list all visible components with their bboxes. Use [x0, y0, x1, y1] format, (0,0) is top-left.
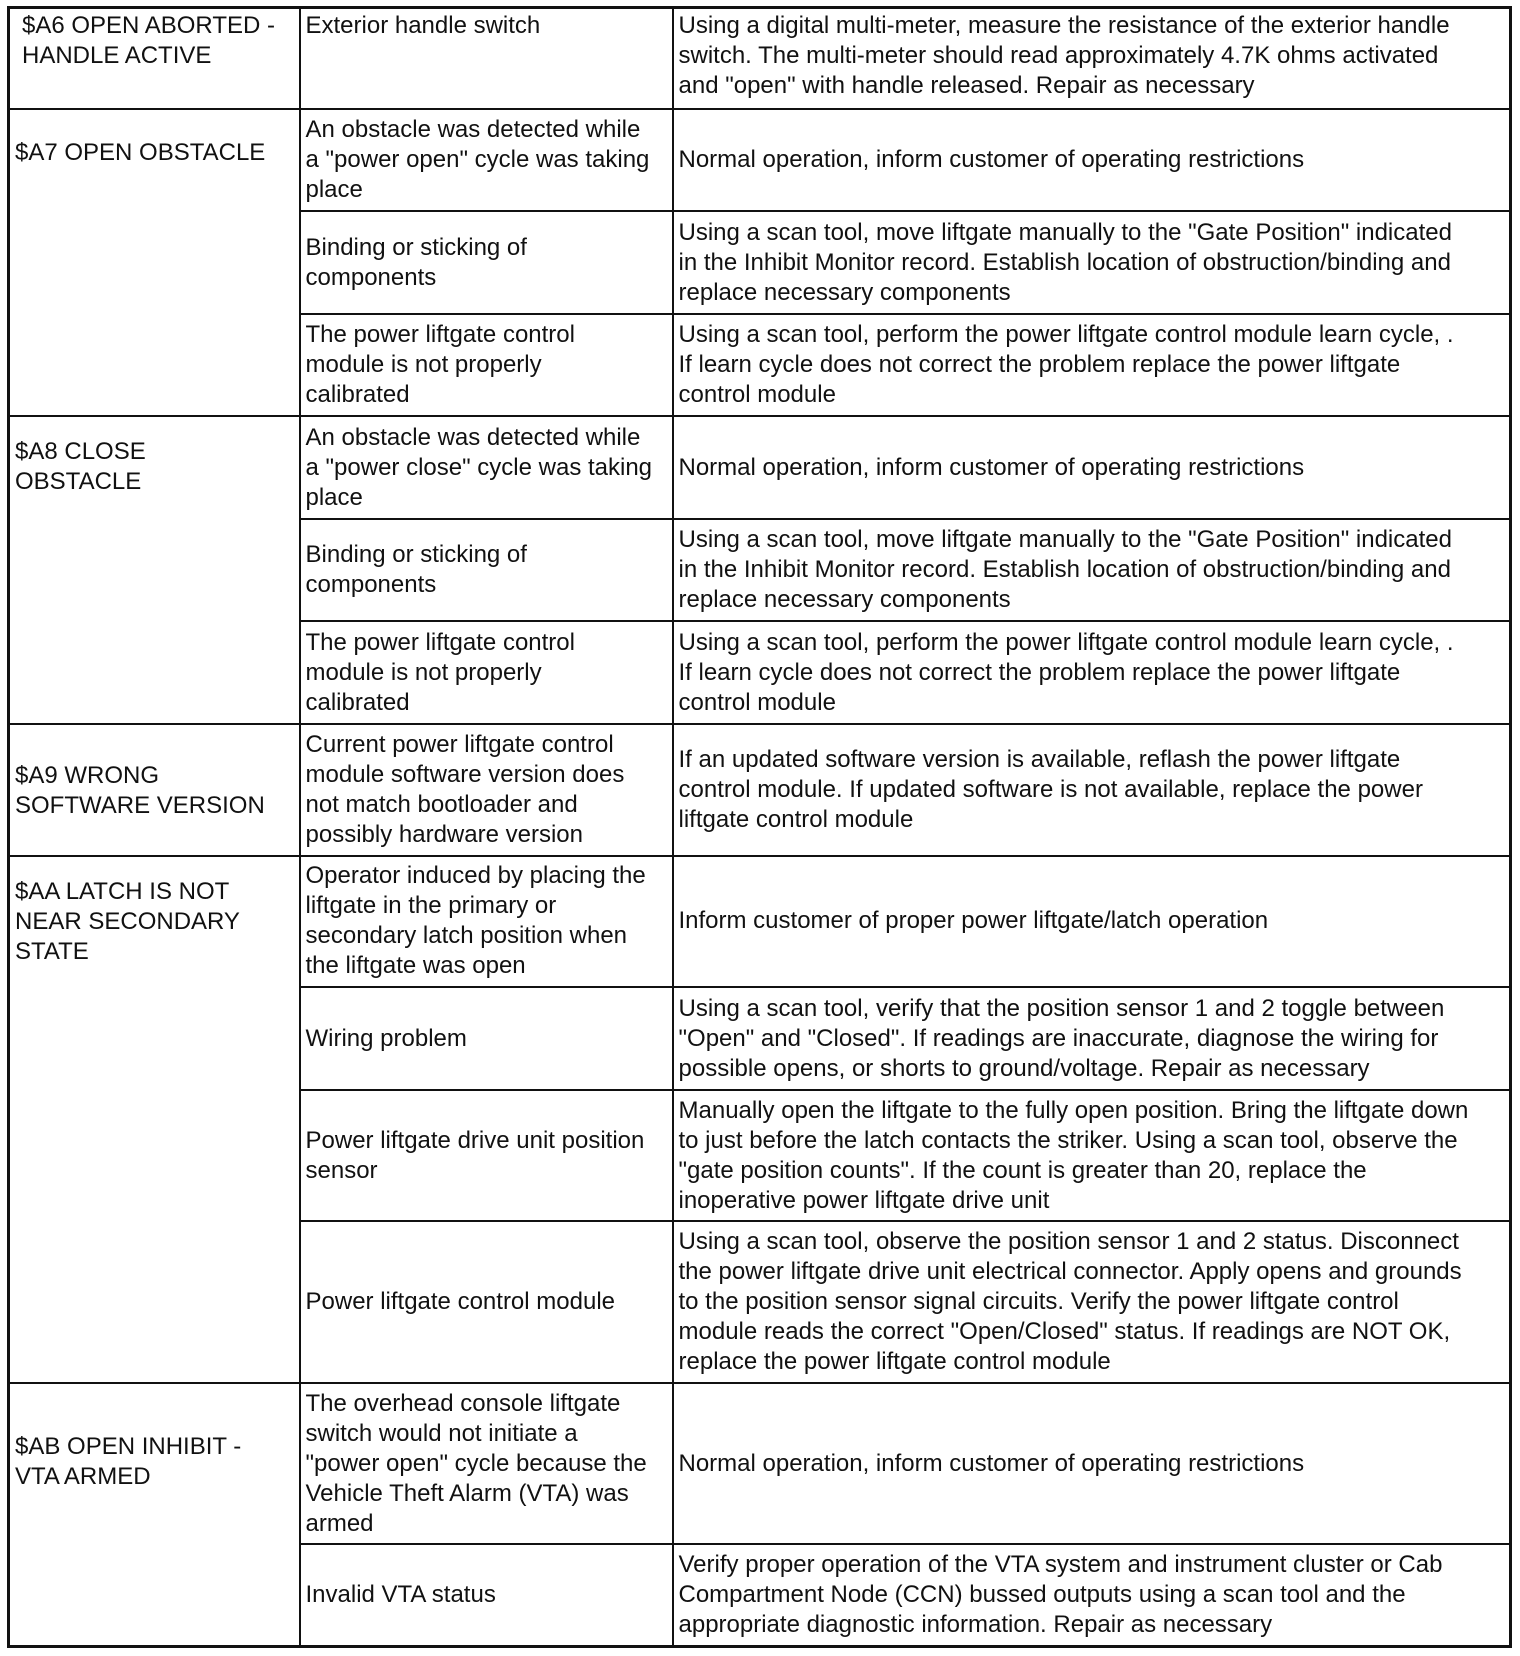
cause-cell — [300, 856, 673, 988]
action-text: Verify proper operation of the VTA system and instrument cluster or Cab Compartment Node (CCN) bussed outputs using a scan tool and the appropriate diagnostic information. Repair as necessary — [678, 1550, 1443, 1638]
cause-text: The power liftgate control module is not properly calibrated — [305, 321, 575, 409]
action-text: Normal operation, inform customer of operating restrictions — [678, 1449, 1305, 1477]
cause-cell — [300, 987, 673, 1090]
action-text: Using a digital multi-meter, measure the resistance of the exterior handle switch. The multi-meter should read approximately 4.7K ohms activated and "open" with handle released. Repair as necessary — [678, 12, 1450, 99]
dtc-code-cell — [9, 724, 300, 856]
cause-text: Binding or sticking of components — [305, 541, 527, 599]
action-text: Using a scan tool, perform the power liftgate control module learn cycle, . If learn cycle does not correct the problem replace the power liftgate control module — [678, 321, 1454, 409]
action-cell — [673, 1090, 1511, 1222]
action-text: Using a scan tool, move liftgate manually to the "Gate Position" indicated in the Inhibit Monitor record. Establish location of obstruction/binding and replace necessary components — [678, 218, 1452, 306]
cause-cell — [300, 109, 673, 212]
diagnostic-table — [7, 6, 1512, 1648]
action-cell — [673, 519, 1511, 622]
cause-text: An obstacle was detected while a "power open" cycle was taking place — [305, 116, 650, 204]
table-row — [9, 109, 1511, 212]
cause-text: An obstacle was detected while a "power close" cycle was taking place — [305, 423, 653, 511]
action-text: Inform customer of proper power liftgate/latch operation — [678, 907, 1269, 935]
cause-cell — [300, 724, 673, 856]
action-cell — [673, 856, 1511, 988]
action-text: Using a scan tool, perform the power liftgate control module learn cycle, . If learn cycle does not correct the problem replace the power liftgate control module — [678, 628, 1454, 716]
table-row — [9, 1383, 1511, 1544]
cause-cell — [300, 314, 673, 417]
action-text: Normal operation, inform customer of operating restrictions — [678, 453, 1305, 481]
cause-text: Invalid VTA status — [305, 1580, 496, 1608]
cause-text: Binding or sticking of components — [305, 233, 527, 291]
cause-text: The overhead console liftgate switch would not initiate a "power open" cycle because the Vehicle Theft Alarm (VTA) was armed — [305, 1389, 647, 1537]
cause-cell — [300, 1383, 673, 1544]
action-cell — [673, 109, 1511, 212]
cause-text: The power liftgate control module is not properly calibrated — [305, 628, 575, 716]
action-cell — [673, 416, 1511, 519]
dtc-code-cell — [9, 1383, 300, 1646]
cause-cell — [300, 1090, 673, 1222]
action-cell — [673, 211, 1511, 314]
cause-text: Current power liftgate control module software version does not match bootloader and possibly hardware version — [305, 730, 625, 848]
action-cell — [673, 1383, 1511, 1544]
action-text: Using a scan tool, move liftgate manually to the "Gate Position" indicated in the Inhibit Monitor record. Establish location of obstruction/binding and replace necessary components — [678, 526, 1452, 614]
cause-text: Exterior handle switch — [305, 12, 541, 39]
dtc-code: $A9 WRONG SOFTWARE VERSION — [15, 761, 265, 819]
table-row — [9, 856, 1511, 988]
action-cell — [673, 987, 1511, 1090]
cause-cell — [300, 1221, 673, 1383]
cause-cell — [300, 211, 673, 314]
dtc-code-cell — [9, 416, 300, 724]
action-text: Using a scan tool, verify that the position sensor 1 and 2 toggle between "Open" and "Closed". If readings are inaccurate, diagnose the wiring for possible opens, or shorts to ground/voltage. Repair as necessary — [678, 994, 1445, 1082]
action-cell — [673, 1221, 1511, 1383]
dtc-code-cell — [9, 856, 300, 1384]
action-text: Manually open the liftgate to the fully open position. Bring the liftgate down to just before the latch contacts the striker. Using a scan tool, observe the "gate position counts". If the count is greater than 20, replace the inoperative power liftgate drive unit — [678, 1096, 1469, 1214]
cause-cell — [300, 8, 673, 109]
cause-cell — [300, 416, 673, 519]
dtc-code: $AA LATCH IS NOT NEAR SECONDARY STATE — [15, 877, 240, 965]
cause-text: Power liftgate control module — [305, 1288, 615, 1316]
action-text: Normal operation, inform customer of operating restrictions — [678, 146, 1305, 174]
table-row — [9, 416, 1511, 519]
cause-cell — [300, 519, 673, 622]
cause-cell — [300, 1544, 673, 1647]
action-cell — [673, 724, 1511, 856]
cause-text: Power liftgate drive unit position sensor — [305, 1126, 645, 1184]
dtc-code: $AB OPEN INHIBIT - VTA ARMED — [15, 1433, 242, 1491]
cause-text: Wiring problem — [305, 1024, 467, 1052]
table-row — [9, 724, 1511, 856]
dtc-code-cell — [9, 8, 300, 109]
dtc-code: $A8 CLOSE OBSTACLE — [15, 438, 146, 496]
action-cell — [673, 621, 1511, 724]
cause-cell — [300, 621, 673, 724]
action-text: Using a scan tool, observe the position sensor 1 and 2 status. Disconnect the power liftgate drive unit electrical connector. Apply opens and grounds to the position sensor signal circuits. Verify the power liftgate control module reads the correct "Open/Closed" status. If readings are NOT OK, replace the power liftgate control module — [678, 1228, 1462, 1376]
dtc-code-cell — [9, 109, 300, 417]
action-cell — [673, 1544, 1511, 1647]
action-cell — [673, 8, 1511, 109]
cause-text: Operator induced by placing the liftgate in the primary or secondary latch position when the liftgate was open — [305, 862, 646, 980]
action-cell — [673, 314, 1511, 417]
dtc-code: $A7 OPEN OBSTACLE — [15, 138, 266, 166]
dtc-code: $A6 OPEN ABORTED - HANDLE ACTIVE — [22, 12, 275, 69]
table-row — [9, 8, 1511, 109]
action-text: If an updated software version is available, reflash the power liftgate control module. If updated software is not available, replace the power liftgate control module — [678, 745, 1423, 833]
